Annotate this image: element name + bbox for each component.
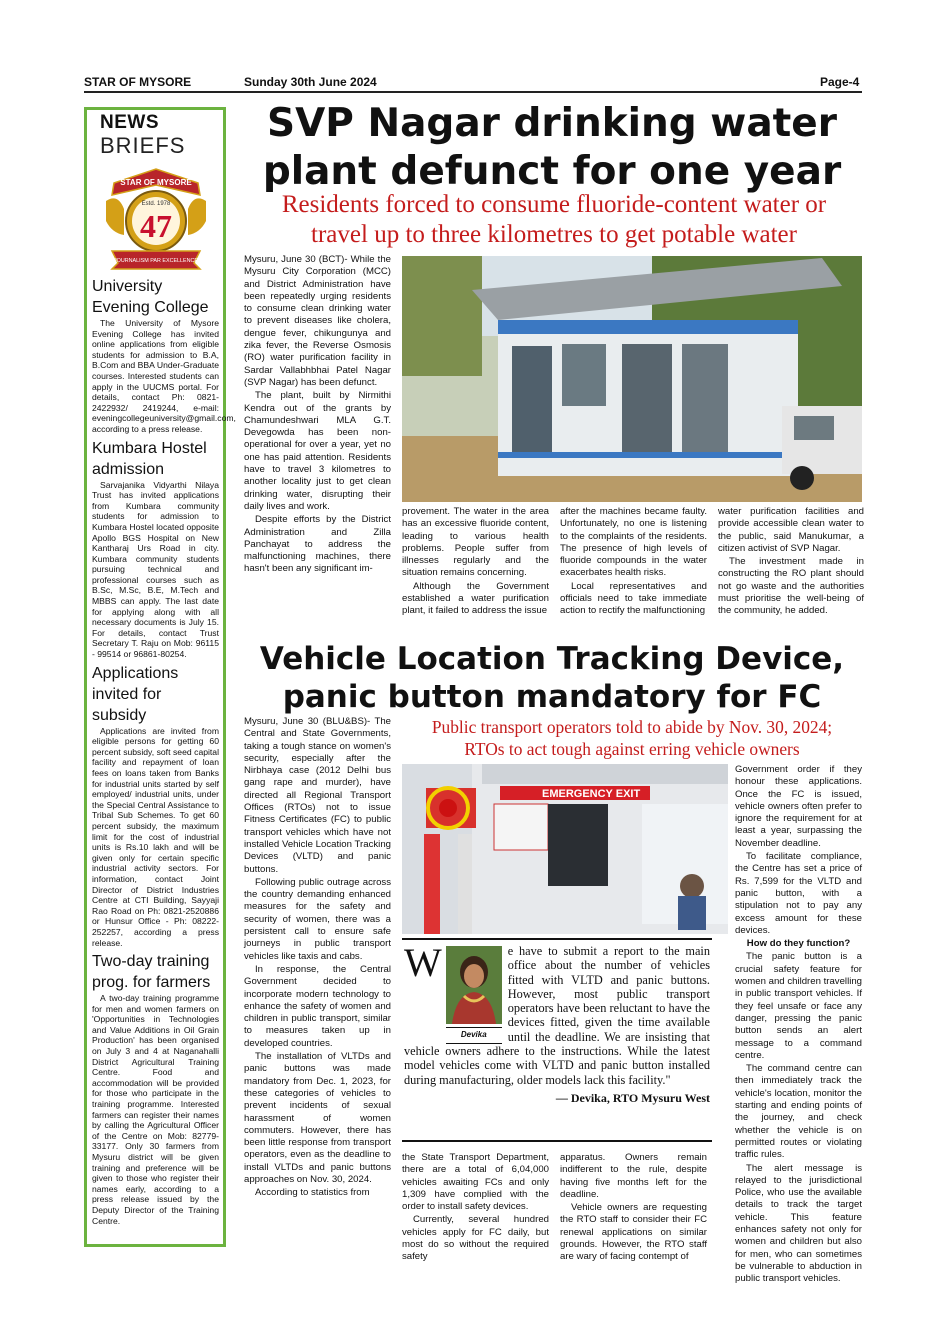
paragraph: Currently, several hundred vehicles apply for FC daily, but most do so without the required safety bbox=[402, 1214, 549, 1263]
story2-column-3 bbox=[560, 1152, 707, 1264]
header-rule bbox=[84, 91, 862, 93]
paragraph: According to statistics from bbox=[255, 1187, 370, 1199]
logo-bottom-text: JOURNALISM PAR EXCELLENCE bbox=[113, 258, 198, 264]
story1-column-1 bbox=[244, 254, 391, 632]
paragraph: apparatus. Owners remain indifferent to the rule, despite having five months left for the deadline. bbox=[560, 1152, 707, 1200]
story2-deck-line2: RTOs to act tough against erring vehicle owners bbox=[464, 739, 800, 759]
devika-portrait bbox=[446, 946, 502, 1038]
subheading: How do they function? bbox=[746, 938, 851, 950]
devika-photo bbox=[446, 946, 502, 1024]
pull-quote-attribution: — Devika, RTO Mysuru West bbox=[555, 1090, 710, 1105]
photo-emergency-exit-text: EMERGENCY EXIT bbox=[542, 788, 641, 800]
drop-cap: W bbox=[404, 940, 442, 985]
story1-column-2 bbox=[402, 506, 549, 632]
paragraph: Government order if they honour these applications. Once the FC is issued, vehicle owners often prefer to ignore the requirement for at least a year, surpassing the November deadline. bbox=[735, 764, 862, 849]
story2-headline-line1: Vehicle Location Tracking Device, bbox=[259, 641, 845, 677]
ro-plant-photo bbox=[402, 256, 862, 502]
paragraph: The plant, built by Nirmithi Kendra out of the grants by Chamundeshwari MLA G.T. Devegowda has been non-operational for over a year, yet no one has paid attention. Residents have to travel 3 kilometres to another locality just to get clean drinking water, disrupting their daily lives and work. bbox=[244, 390, 391, 512]
paragraph: To facilitate compliance, the Centre has set a price of Rs. 7,599 for the VLTD and panic button, with a stipulation not to pay any excess amount for these devices. bbox=[735, 851, 862, 936]
pull-quote-text-block bbox=[404, 940, 710, 1087]
star-of-mysore-47-logo bbox=[104, 163, 208, 273]
story1-deck-line1: Residents forced to consume fluoride-content water or bbox=[281, 191, 827, 218]
brief-heading: Kumbara Hostel admission bbox=[92, 439, 207, 478]
news-briefs-title-2: BRIEFS bbox=[100, 133, 186, 158]
paragraph: The command centre can then immediately track the vehicle's location, monitor the starting and ending points of the journey, and check whether the vehicle is on permitted routes or violating traffic rules. bbox=[735, 1063, 862, 1161]
paragraph: The alert message is relayed to the jurisdictional Police, who use the available details to track the target vehicle. This feature enhances safety not only for women and children but also for men, who can sometimes be vulnerable to abduction in public transport vehicles. bbox=[735, 1162, 862, 1285]
paragraph: Despite efforts by the District Administration and Zilla Panchayat to address the malfunctioning machines, there hasn't been any significant im- bbox=[244, 514, 391, 575]
paragraph: Mysuru, June 30 (BLU&BS)- The Central and State Governments, taking a tough stance on women's security, especially after the Nirbhaya case (2012 Delhi bus gang rape and murder), have directed all Regional Transport Offices (RTOs) not to issue Fitness Certificates (FC) to public transport vehicles which have not installed Vehicle Location Tracking Devices (VLTD) and panic buttons. bbox=[244, 716, 391, 875]
paragraph: Although the Government established a water purification plant, it failed to address the issue bbox=[402, 580, 549, 617]
story1-deck bbox=[232, 190, 876, 250]
logo-estd-text: Estd. 1978 bbox=[141, 201, 170, 207]
pull-quote-text: e have to submit a report to the main office about the number of vehicles fitted with VLTD and panic buttons. However, most public transport operators have been reluctant to have the devices fitted, given the time available until the deadline. We are insisting that vehicle owners adhere to the instructions. While the latest model vehicles come with VLTD and panic button installed during manufacturing, older models lack this facility." bbox=[404, 944, 710, 1087]
paragraph: after the machines became faulty. Unfortunately, no one is listening to the complaints of the residents. The presence of high levels of fluoride compounds in the water exacerbates health risks. bbox=[560, 506, 707, 579]
story1-headline-line1: SVP Nagar drinking water bbox=[267, 101, 837, 146]
brief-heading: Applications invited for subsidy bbox=[92, 664, 179, 724]
brief-body: Sarvajanika Vidyarthi Nilaya Trust has invited applications from Kumbara community students for admission to Kumbara Hostel located opposite Apollo BGS Hospital on New Kantharaj Urs Road in city. Kumbara community students pursuing technical and professional courses such as B.Sc, M.Sc, B.E, M.Tech and MBBS can apply. The last date for applying along with all necessary documents is July 15. For details, contact Trust Secretary T. Raju on Mob: 96115 - 99514 or 96861-80254. bbox=[92, 479, 219, 660]
paragraph: Following public outrage across the country demanding enhanced measures for the safety and security of women, there was a persistent call to ensure safe journeys in public transport vehicles like taxis and cabs. bbox=[244, 876, 391, 962]
paragraph: The investment made in constructing the RO plant should not go waste and the authorities must prioritise the well-being of the community, he added. bbox=[718, 556, 864, 617]
paragraph: Mysuru, June 30 (BCT)- While the Mysuru City Corporation (MCC) and District Administration have been repeatedly urging residents to consume clean drinking water to prevent diseases like cholera, dengue fever, chikungunya and zika fever, the Reverse Osmosis (RO) water purification facility in Sardar Vallabhbhai Patel Nagar (SVP Nagar) has been defunct. bbox=[244, 254, 391, 388]
brief-heading: Two-day training prog. for farmers bbox=[92, 953, 211, 992]
paragraph: provement. The water in the area has an excessive fluoride content, leading to various health problems. People suffer from illnesses regularly and the situation remains concerning. bbox=[402, 506, 549, 579]
bus-panic-button-photo bbox=[402, 764, 728, 934]
issue-date: Sunday 30th June 2024 bbox=[244, 75, 377, 89]
story2-column-1 bbox=[244, 716, 391, 1262]
story2-headline-line2: panic button mandatory for FC bbox=[282, 679, 822, 715]
news-briefs-title-1: NEWS bbox=[100, 112, 159, 133]
paragraph: The installation of VLTDs and panic buttons was made mandatory from Dec. 1, 2023, for these categories of vehicles to prevent incidents of sexual harassment of women commuters. However, there has been little response from transport operators, even as the deadline to install VLTDs and panic buttons approaches on Nov. 30, 2024. bbox=[244, 1051, 391, 1185]
story2-deck bbox=[396, 716, 868, 760]
story1-column-4 bbox=[718, 506, 864, 632]
paragraph: the State Transport Department, there are a total of 6,04,000 vehicles awaiting FCs and only 1,309 have complied with the order to install safety devices. bbox=[402, 1152, 549, 1213]
brief-body: The University of Mysore Evening College has invited online applications from eligible students for admission to B.A, B.Com and BBA Under-Graduate courses. Interested students can apply in the UUCMS portal. For details, contact Ph: 0821-2422932/ 2419244, e-mail: eveningcollegeuniversity@gmail.com, according to a press release. bbox=[92, 318, 236, 434]
photo-caption: Devika bbox=[446, 1027, 502, 1043]
story2-column-4 bbox=[735, 764, 862, 1285]
paragraph: Vehicle owners are requesting the RTO staff to consider their FC renewal applications on similar grounds. However, the RTO staff are wary of facing contempt of bbox=[560, 1202, 707, 1263]
page-number: Page-4 bbox=[820, 75, 860, 89]
story2-headline bbox=[232, 640, 872, 716]
story2-column-2 bbox=[402, 1152, 549, 1264]
story1-deck-line2: travel up to three kilometres to get potable water bbox=[311, 221, 797, 248]
story1-headline bbox=[232, 100, 872, 196]
paragraph: Local representatives and officials need to take immediate action to rectify the malfunctioning bbox=[560, 580, 707, 617]
brief-heading: University Evening College bbox=[92, 278, 209, 316]
paragraph: water purification facilities and provide accessible clean water to the public, said Manukumar, a citizen activist of SVP Nagar. bbox=[718, 506, 864, 554]
logo-number: 47 bbox=[139, 208, 172, 244]
paragraph: In response, the Central Government decided to incorporate modern technology to enhance the safety of women and children in public transport, similar to measures taken up in developed countries. bbox=[244, 963, 391, 1049]
news-briefs-sidebar bbox=[84, 107, 236, 1247]
paragraph: The panic button is a crucial safety feature for women and children travelling in public transport vehicles. If they feel unsafe or face any danger, pressing the panic button sends an alert message to a command centre. bbox=[735, 951, 862, 1061]
story2-deck-line1: Public transport operators told to abide by Nov. 30, 2024; bbox=[431, 717, 833, 737]
story1-column-3 bbox=[560, 506, 707, 632]
brief-body: Applications are invited from eligible persons for getting 60 percent subsidy, soft seed capital facility and repayment of loan fees on loans taken from Banks for industrial units started by self employed/ industrial units, under the Special Central Assistance to Tribal Sub Schemes. To get 60 percent subsidy, the maximum limit for the cost of industrial units is Rs.10 lakh and will be given only for certain specific industrial activity sectors. For information, contact Joint Director of District Industries Centre at CTI Building, Sayyaji Rao Road on Ph: 0821-2520886 or Hunsur Office - Ph: 08222-252257, according a press release. bbox=[92, 725, 219, 948]
story1-headline-line2: plant defunct for one year bbox=[262, 149, 842, 194]
brief-body: A two-day training programme for men and women farmers on 'Opportunities in Technologies and Value Additions in Oil Grain Production' has been organised on July 3 and 4 at Naganahalli District Agricultural Training Centre. Food and accommodation will be provided for those who participate in the training programme. Interested farmers can register their names by calling the Agricultural Officer of the Centre on Mob: 82779-33177. Only 30 farmers from Mysuru district will be given training and preference will be given to those who register their names early, according to a press release issued by the Deputy Director of the Training Centre. bbox=[92, 993, 219, 1226]
logo-top-text: STAR OF MYSORE bbox=[119, 178, 192, 187]
pull-quote bbox=[402, 938, 712, 1142]
newspaper-name: STAR OF MYSORE bbox=[84, 75, 192, 89]
